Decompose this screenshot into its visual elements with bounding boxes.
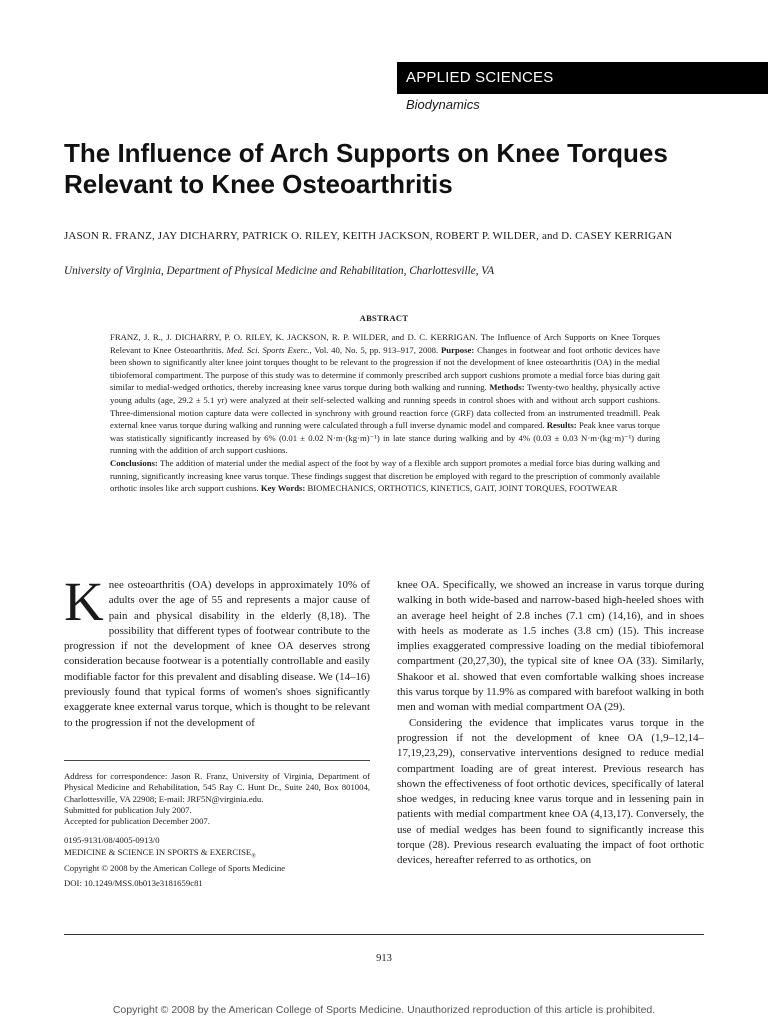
- methods-label: Methods:: [489, 382, 525, 393]
- copyright-note: Copyright © 2008 by the American College of Sports Medicine: [64, 862, 286, 873]
- page-bottom-rule: [64, 934, 704, 935]
- abstract-volume: , Vol. 40, No. 5, pp. 913–917, 2008.: [309, 344, 439, 355]
- results-text: Peak knee varus torque was statistically significantly increased by 6% (0.01 ± 0.02 N·m·(kg·m)⁻¹) in late stance during walking and by 4% (0.03 ± 0.03 N·m·(kg·m)⁻¹) during running with the addition of arch support cushions.: [110, 420, 660, 456]
- abstract-citation: FRANZ, J. R., J. DICHARRY, P. O. RILEY, K. JACKSON, R. P. WILDER, and D. C. KERRIGAN. The Influence of Arch Supports on Knee Torques Relevant to Knee Osteoarthritis.: [110, 332, 660, 355]
- correspondence-note: Address for correspondence: Jason R. Franz, University of Virginia, Department of Physical Medicine and Rehabilitation, 545 Ray C. Hunt Dr., Suite 240, Box 801004, Charlottesville, VA 22908; E-mail: JRF5N@virginia.edu.: [64, 771, 370, 804]
- author-list: JASON R. FRANZ, JAY DICHARRY, PATRICK O. RILEY, KEITH JACKSON, ROBERT P. WILDER, and D. CASEY KERRIGAN: [64, 230, 673, 242]
- abstract-body: [110, 331, 660, 495]
- footer-copyright: Copyright © 2008 by the American College of Sports Medicine. Unauthorized reproduction of this article is prohibited.: [112, 1004, 656, 1016]
- body-paragraph-right-1: knee OA. Specifically, we showed an increase in varus torque during walking in both wide-based and narrow-based high-heeled shoes with an average heel height of 2.8 inches (7.1 cm) (14,16), and in shoes with heels as moderate as 1.5 inches (3.8 cm) (15). This increase implies exaggerated compressive loading on the medial tibiofemoral compartment (20,27,30), the typical site of knee OA (33). Similarly, Shakoor et al. showed that even comfortable walking shoes increase this varus torque by 11.9% as compared with barefoot walking in both men and woman with medial compartment OA (29).: [397, 579, 704, 714]
- methods-text: Twenty-two healthy, physically active young adults (age, 29.2 ± 5.1 yr) were analyzed at their self-selected walking and running speeds in control shoes with and without arch support cushions. Three-dimensional motion capture data were collected in synchrony with ground reaction force (GRF) data collected from an instrumented treadmill. Peak external knee varus torque during walking and running were calculated through a full inverse dynamic model and compared.: [110, 382, 661, 431]
- accepted-note: Accepted for publication December 2007.: [64, 816, 210, 827]
- results-label: Results:: [546, 420, 577, 431]
- doi-note: DOI: 10.1249/MSS.0b013e3181659c81: [64, 878, 203, 889]
- submitted-note: Submitted for publication July 2007.: [64, 804, 192, 815]
- journal-name: MEDICINE & SCIENCE IN SPORTS & EXERCISE: [64, 846, 252, 857]
- registered-mark: ®: [251, 853, 256, 860]
- abstract-journal: Med. Sci. Sports Exerc.: [226, 344, 310, 355]
- footnote-divider: [64, 760, 370, 761]
- footnotes: [64, 771, 370, 889]
- body-column-right: [397, 578, 704, 869]
- keywords-label: Key Words:: [260, 483, 306, 494]
- subsection-label: Biodynamics: [406, 97, 480, 112]
- purpose-label: Purpose:: [440, 344, 475, 355]
- drop-cap: K: [64, 571, 104, 632]
- conclusions-label: Conclusions:: [110, 457, 158, 468]
- article-title: The Influence of Arch Supports on Knee Torques Relevant to Knee Osteoarthritis: [64, 138, 668, 199]
- affiliation: University of Virginia, Department of Physical Medicine and Rehabilitation, Charlottesville, VA: [64, 265, 495, 277]
- journal-note: [64, 847, 370, 863]
- keywords-text: BIOMECHANICS, ORTHOTICS, KINETICS, GAIT, JOINT TORQUES, FOOTWEAR: [307, 483, 618, 494]
- purpose-text: Changes in footwear and foot orthotic devices have been shown to significantly alter knee joint torques thought to be relevant to the progression if not the development of knee osteoarthritis (OA) in the medial tibiofemoral compartment. The purpose of this study was to determine if commonly prescribed arch support cushions promote a medial force bias during gait similar to medial-wedged orthotics, thereby increasing knee varus torque during both walking and running.: [110, 344, 661, 393]
- body-paragraph-left: nee osteoarthritis (OA) develops in approximately 10% of adults over the age of 55 and represents a major cause of pain and physical disability in the elderly (8,18). The possibility that different types of footwear contribute to the progression if not the development of knee OA deserves strong consideration because footwear is a potentially controllable and easily modifiable factor for this prevalent and disabling disease. We (14–16) previously found that typical forms of women's shoes significantly exaggerate knee external varus torque, which is thought to be relevant to the progression if not the development of: [64, 579, 370, 729]
- abstract-heading: ABSTRACT: [359, 313, 409, 323]
- body-paragraph-right-2: Considering the evidence that implicates varus torque in the progression if not the development of knee OA (1,9–12,14–17,19,23,29), conservative interventions designed to reduce medial compartment loading are of great interest. Previous research has shown the effectiveness of foot orthotic devices, specifically of lateral shoe wedges, in reducing knee varus torque and in lessening pain in patients with medial compartment knee OA (4,13,17). Conversely, the use of medial wedges has been found to significantly increase this torque (28). Previous research evaluating the impact of foot orthotic devices, hereafter referred to as orthotics, on: [397, 716, 704, 867]
- issn-note: 0195-9131/08/4005-0913/0: [64, 835, 160, 846]
- body-column-left: [64, 571, 370, 731]
- page-number: 913: [376, 953, 392, 964]
- conclusions-text: The addition of material under the medial aspect of the foot by way of a flexible arch support promotes a medial force bias during walking and running, significantly increasing knee varus torque. These findings suggest that discretion be employed with regard to the prescription of commonly available orthotic insoles like arch support cushions.: [110, 457, 661, 494]
- section-banner: [397, 62, 768, 94]
- section-label: APPLIED SCIENCES: [406, 69, 554, 86]
